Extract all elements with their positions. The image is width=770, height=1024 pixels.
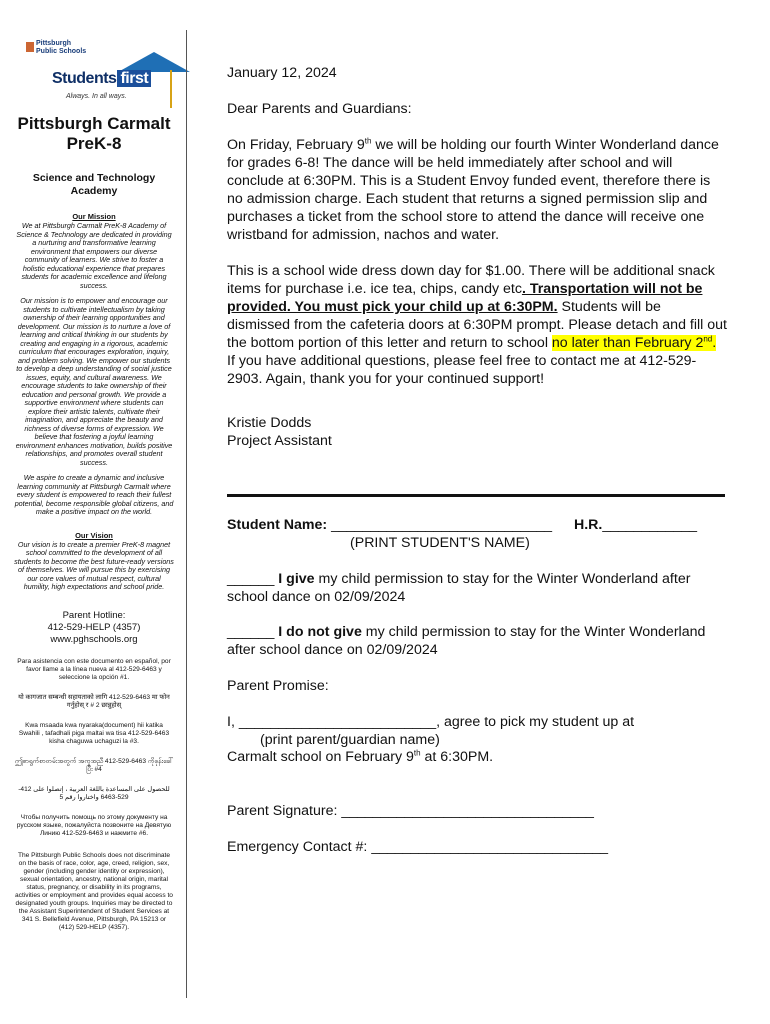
signature-label: Parent Signature: (227, 803, 342, 819)
mission-paragraph-2: Our mission is to empower and encourage our students to cultivate intellectualism by taking ownership of their learning opportunities and development. Our mission is to nurture a love of learning and critical thinking in our students by creating and engaging in a rigorous, academic curriculum that encourages exploration, inquiry, and problem solving. We empower our students to develop a deep understanding of social justice issues, equity, and cultural awareness. We encourage students to take ownership of their education and personal growth. We provide a supportive environment where students can explore their artistic talents, cultivate their imagination, and appreciate the beauty and richness of diverse forms of expression. We believe that fostering a joyful learning environment enhances motivation, builds positive relationships, and promotes overall student success. (15, 296, 173, 467)
mission-paragraph-1: We at Pittsburgh Carmalt PreK-8 Academy of Science & Technology are dedicated in providing a nurturing and transformative learning environment that empowers our diverse community of learners. We strive to foster a holistic educational experience that prepares students for academic excellence and lifelong success. (16, 221, 172, 290)
parent-hotline (14, 610, 174, 646)
p2-deadline-sup: nd (703, 334, 713, 344)
logo-pps-text: Pittsburgh Public Schools (36, 40, 87, 55)
signature-field[interactable]: ________________________________ (341, 803, 594, 819)
p2-deadline-highlight (552, 335, 716, 351)
p2-text-b: Students will be dismissed from the cafeteria doors at 6:30PM prompt. Please detach and fill out the bottom portion of this letter and return to school (227, 299, 727, 351)
sidebar-divider (186, 30, 187, 998)
p1-text-a: On Friday, February 9 (227, 137, 365, 153)
parent-promise-label: Parent Promise: (227, 678, 329, 694)
parent-signature-row (227, 802, 727, 820)
promise-text-b: Carmalt school on February 9 (227, 749, 414, 765)
signer-title: Project Assistant (227, 433, 332, 449)
pps-logo-icon (26, 42, 34, 52)
logo-tagline: Always. In all ways. (66, 93, 127, 100)
vision-heading: Our Vision (75, 530, 113, 540)
language-swahili: Kwa msaada kwa nyaraka(document) hii katika Swahili , tafadhali piga maltai wa tisa 412-529-6463 kisha chaguwa uchaguzi la #3. (18, 721, 170, 745)
hotline-label: Parent Hotline: (62, 609, 126, 621)
student-name-field[interactable]: ____________________________ (331, 517, 552, 533)
give-label: I give (278, 571, 315, 587)
language-burmese: ဤစာရွက်စာတမ်းအတွက် အကူအညီ 412-529-6463 ကိုဖုန်းခေါ်ပြီး #4 (14, 757, 174, 773)
tassel-icon (170, 70, 172, 108)
letter-paragraph-2 (227, 262, 727, 388)
p2-text-c: If you have additional questions, please feel free to contact me at 412-529-2903. Again, thank you for your continued support! (227, 353, 697, 387)
p1-sup: th (364, 136, 372, 146)
letter-greeting: Dear Parents and Guardians: (227, 101, 412, 117)
parent-promise-continued (227, 748, 727, 766)
student-name-row (227, 516, 727, 534)
school-name: Pittsburgh Carmalt PreK-8 (17, 114, 171, 153)
vision-paragraph: Our vision is to create a premier PreK-8 magnet school committed to the development of all students to become the best future-ready versions of themselves. We will pursue this by exercising our core values of mutual respect, cultural humility, high expectations and school pride. (14, 539, 174, 591)
not-give-label: I do not give (278, 624, 362, 640)
language-spanish: Para asistencia con este documento en español, por favor llame a la línea nueva al 412-529-6463 y seleccione la opción #1. (17, 657, 171, 681)
nondiscrimination-notice: The Pittsburgh Public Schools does not discriminate on the basis of race, color, age, creed, religion, sex, gender (including gender identity or expression), sexual orientation, ancestry, national origin, marital status, pregnancy, or disability in its programs, activities or employment and provides equal access to designated youth groups. Inquiries may be directed to the Assistant Superintendent of Student Services at 341 S. Bellefield Avenue, Pittsburgh, PA 15213 or (412) 529-HELP (4357). (15, 851, 173, 931)
mission-paragraph-3: We aspire to create a dynamic and inclusive learning community at Pittsburgh Carmalt where every student is empowered to reach their fullest potential, become responsible global citizens, and make a positive impact on the world. (14, 473, 174, 516)
p2-text-a: This is a school wide dress down day for $1.00. There will be additional snack items for purchase i.e. ice tea, chips, candy etc (227, 263, 715, 297)
p1-text-b: we will be holding our fourth Winter Wonderland dance for grades 6-8! The dance will be held immediately after school and will conclude at 6:30PM. This is a Student Envoy funded event, therefore there is no admission charge. Each student that returns a signed permission slip and purchases a ticket from the school store to attend the dance will receive one wristband for admission, nachos and water. (227, 137, 719, 243)
language-russian: Чтобы получить помощь по этому документу на русском языке, пожалуйста позвоните на Девятую Линию 412-529-6463 и нажмите #6. (16, 813, 172, 837)
p2-deadline-period: . (712, 335, 717, 351)
promise-sup: th (413, 748, 421, 758)
p2-transportation-warning: . Transportation will not be provided. You must pick your child up at 6:30PM. (227, 281, 703, 315)
permission-give-row (227, 570, 727, 606)
website-link[interactable]: www.pghschools.org (50, 633, 138, 645)
hotline-phone: 412-529-HELP (4357) (47, 621, 141, 633)
students-first-logo (52, 70, 151, 88)
student-name-label: Student Name: (227, 517, 328, 533)
emergency-contact-row (227, 838, 727, 856)
parent-promise-line[interactable]: I, _________________________, agree to pick my student up at (227, 714, 635, 730)
sidebar (14, 38, 174, 932)
graduation-cap-icon (118, 52, 190, 72)
give-blank[interactable]: ______ (227, 571, 275, 587)
logo-students-text: Students (52, 70, 117, 87)
give-text: my child permission to stay for the Winter Wonderland after school dance on 02/09/2024 (227, 571, 691, 605)
academy-name: Science and Technology Academy (32, 172, 156, 197)
letter-date: January 12, 2024 (227, 65, 337, 81)
p2-deadline-text: no later than February 2 (551, 335, 704, 351)
not-give-text: my child permission to stay for the Winter Wonderland after school dance on 02/09/2024 (227, 624, 706, 658)
signer-name: Kristie Dodds (227, 415, 312, 431)
hr-field[interactable]: ____________ (602, 517, 698, 533)
not-give-blank[interactable]: ______ (227, 624, 275, 640)
emergency-field[interactable]: ______________________________ (371, 839, 609, 855)
school-logo (14, 38, 174, 108)
promise-text-c: at 6:30PM. (420, 749, 494, 765)
language-nepali: यो कागजात सम्बन्धी सहायताको लागि 412-529-6463 मा फोन गर्नुहोस् र # 2 छान्नुहोस् (18, 693, 170, 709)
detach-rule (227, 494, 725, 497)
letter-paragraph-1 (227, 136, 727, 244)
permission-not-give-row (227, 623, 727, 659)
hr-label: H.R. (573, 517, 603, 533)
print-student-note: (PRINT STUDENT'S NAME) (350, 535, 530, 551)
letter-body (227, 64, 727, 450)
parent-name-note: (print parent/guardian name) (260, 732, 440, 748)
language-arabic: للحصول على المساعدة باللغة العربية ، إتصلوا على 412-529-6463 واختاروا رقم 5 (18, 785, 170, 801)
mission-heading: Our Mission (72, 212, 116, 221)
emergency-label: Emergency Contact #: (227, 839, 372, 855)
logo-first-text: first (117, 70, 151, 87)
